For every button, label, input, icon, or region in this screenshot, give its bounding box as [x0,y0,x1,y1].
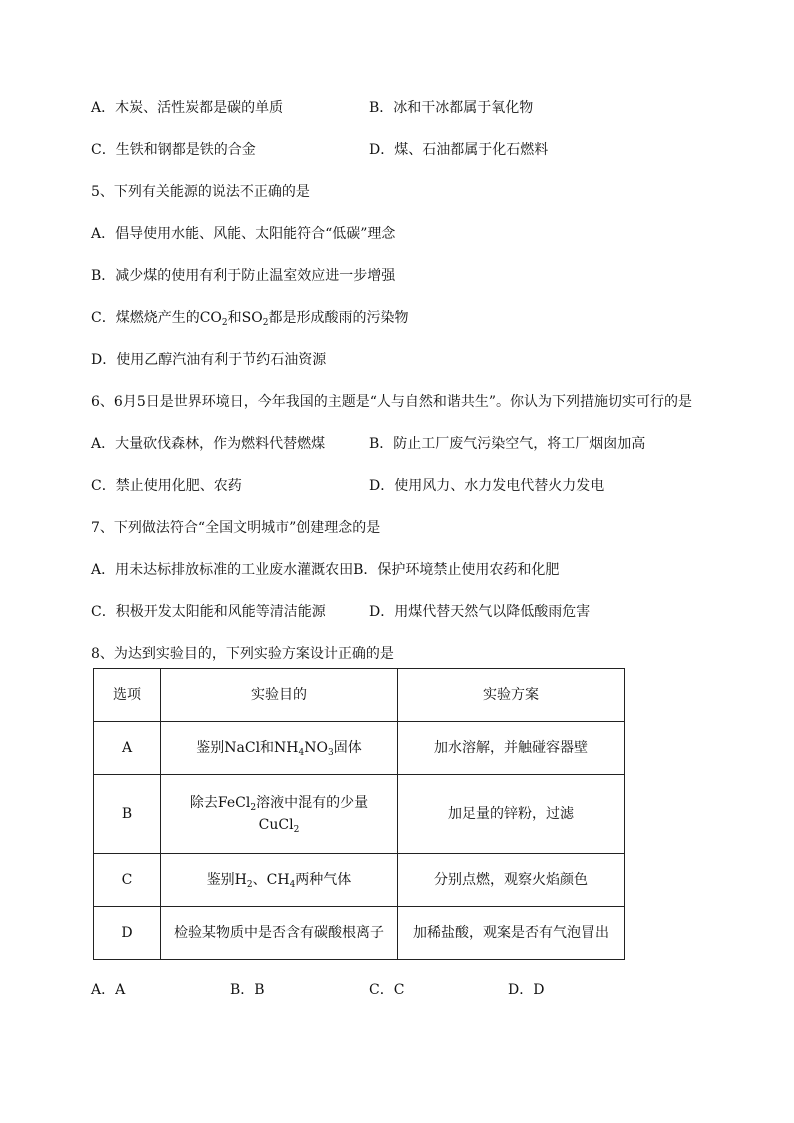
table-row [94,907,625,960]
q5-option-b: B．减少煤的使用有利于防止温室效应进一步增强 [91,268,396,284]
q5-c-mid: 和SO [227,310,263,326]
q4-option-d: D．煤、石油都属于化石燃料 [369,142,549,158]
q7-option-row-2 [91,603,591,621]
q5-c-post: 都是形成酸雨的污染物 [268,310,409,326]
q6-option-c: C．禁止使用化肥、农药 [91,478,242,494]
q4-option-b: B．冰和干冰都属于氧化物 [369,100,534,116]
q6-option-d: D．使用风力、水力发电代替火力发电 [369,478,605,494]
q5-option-c [91,309,408,327]
purpose-sub1: 2 [250,803,257,813]
q4-option-row-1 [91,99,534,117]
q8-option-a: A．A [91,982,126,998]
table-cell-purpose [161,722,398,775]
purpose-post: 固体 [333,740,362,756]
q7-option-c: C．积极开发太阳能和风能等清洁能源 [91,604,326,620]
q6-option-row-2 [91,477,605,495]
q4-option-a: A．木炭、活性炭都是碳的单质 [91,100,284,116]
table-cell-option: D [94,907,161,960]
purpose-sub2: 4 [289,880,296,890]
q8-option-d: D．D [508,982,545,998]
q6-option-row-1 [91,435,646,453]
purpose-pre: 鉴别H [206,872,247,888]
purpose-mid: 、CH [252,872,290,888]
table-cell-method: 加稀盐酸，观案是否有气泡冒出 [398,907,625,960]
q8-stem: 8、为达到实验目的，下列实验方案设计正确的是 [91,646,394,662]
table-row [94,854,625,907]
table-cell-option: B [94,775,161,854]
purpose-pre: 除去FeCl [189,795,251,811]
table-header-option: 选项 [94,669,161,722]
table-cell-purpose: 检验某物质中是否含有碳酸根离子 [161,907,398,960]
q8-option-b: B．B [230,982,265,998]
q8-options-row [91,981,611,999]
purpose-line2: CuCl [258,817,294,833]
purpose-sub1: 4 [298,748,305,758]
purpose-post: 两种气体 [295,872,352,888]
q5-stem: 5、下列有关能源的说法不正确的是 [91,184,310,200]
table-cell-option: C [94,854,161,907]
q6-option-b: B．防止工厂废气污染空气，将工厂烟囱加高 [369,436,646,452]
q4-option-row-2 [91,141,549,159]
purpose-sub1: 2 [246,880,253,890]
purpose-sub2: 3 [327,748,334,758]
q8-option-c: C．C [369,982,405,998]
experiment-table [93,668,625,960]
q7-option-d: D．用煤代替天然气以降低酸雨危害 [369,604,591,620]
purpose-pre: 鉴别NaCl和NH [196,740,299,756]
table-row [94,775,625,854]
q4-option-c: C．生铁和钢都是铁的合金 [91,142,256,158]
q5-c-sub2: 2 [262,318,269,328]
table-cell-method: 加足量的锌粉，过滤 [398,775,625,854]
q7-option-a: A．用未达标排放标准的工业废水灌溉农田 [91,562,354,578]
table-cell-purpose [161,854,398,907]
q7-option-row-1 [91,561,559,579]
q5-option-d: D．使用乙醇汽油有利于节约石油资源 [91,352,327,368]
table-header-purpose: 实验目的 [161,669,398,722]
purpose-mid: 溶液中混有的少量 [256,795,369,811]
purpose-mid: NO [304,740,328,756]
q6-option-a: A．大量砍伐森林，作为燃料代替燃煤 [91,436,326,452]
q7-option-b: B．保护环境禁止使用农药和化肥 [353,562,560,578]
table-cell-option: A [94,722,161,775]
q7-stem: 7、下列做法符合“全国文明城市”创建理念的是 [91,520,381,536]
q5-c-pre: C．煤燃烧产生的CO [91,310,222,326]
q5-c-sub1: 2 [221,318,228,328]
table-cell-method: 分别点燃，观察火焰颜色 [398,854,625,907]
table-header-row [94,669,625,722]
purpose-sub2: 2 [293,825,300,835]
q5-option-a: A．倡导使用水能、风能、太阳能符合“低碳”理念 [91,226,396,242]
table-cell-method: 加水溶解，并触碰容器壁 [398,722,625,775]
q6-stem: 6、6月5日是世界环境日，今年我国的主题是“人与自然和谐共生”。你认为下列措施切实可行的是 [91,394,693,410]
table-cell-purpose [161,775,398,854]
table-row [94,722,625,775]
table-header-method: 实验方案 [398,669,625,722]
